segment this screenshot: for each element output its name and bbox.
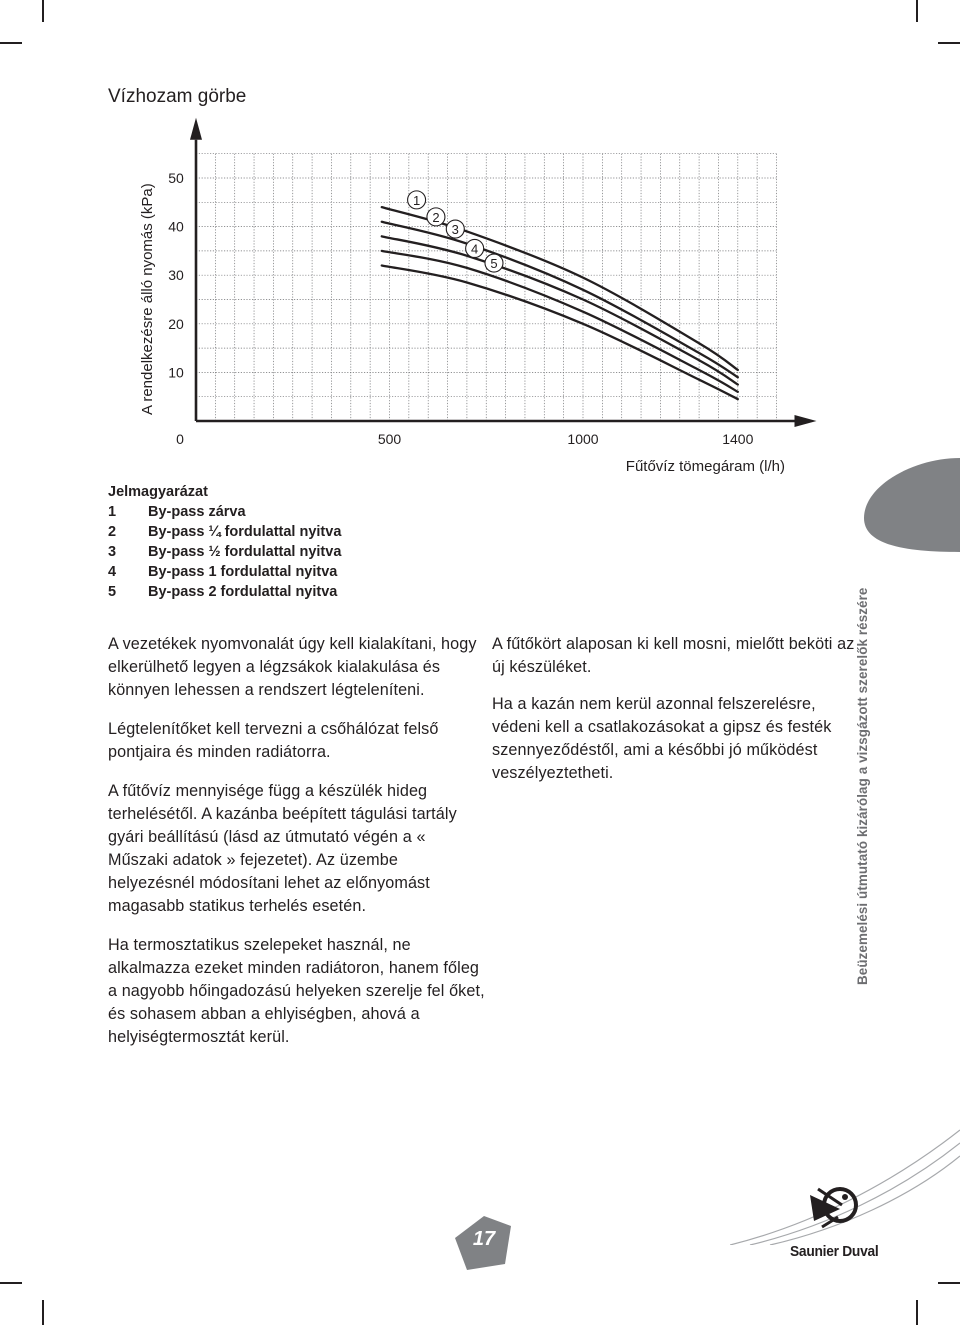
curve-4	[382, 251, 738, 392]
legend-item-number: 5	[108, 584, 117, 600]
legend-item-number: 4	[108, 564, 117, 580]
crop-mark	[42, 1300, 44, 1325]
y-axis-label: A rendelkezésre álló nyomás (kPa)	[139, 183, 156, 415]
chart-curves	[382, 207, 738, 399]
left-column-text	[108, 633, 488, 1065]
legend-item-label: By-pass zárva	[148, 504, 246, 520]
crop-mark	[938, 1282, 960, 1284]
legend-item-label: By-pass ¼ fordulattal nyitva	[148, 524, 342, 540]
curve-label-5	[485, 254, 503, 272]
legend-item-number: 1	[108, 504, 117, 520]
legend-item-number: 2	[108, 524, 117, 540]
legend-item-label: By-pass 1 fordulattal nyitva	[148, 564, 338, 580]
legend-item-label: By-pass 2 fordulattal nyitva	[148, 584, 338, 600]
paragraph: A vezetékek nyomvonalát úgy kell kialakítani, hogy elkerülhető legyen a légzsákok kialakulása és könnyen lehessen a rendszert légteleníteni.	[108, 635, 477, 699]
y-tick-label: 30	[168, 267, 184, 284]
flow-curve-chart	[0, 0, 960, 500]
paragraph: Ha termosztatikus szelepeket használ, ne alkalmazza ezeket minden radiátoron, hanem főleg a nagyobb hőingadozású helyeken szerelje fel őket, és sohasem abban a ehlyiségben, ahová a helyiségtermosztát kerül.	[108, 936, 485, 1046]
legend	[108, 482, 341, 602]
curve-5	[382, 265, 738, 399]
chart-axes	[190, 118, 817, 427]
curve-label-number: 2	[432, 209, 440, 225]
legend-item	[108, 542, 341, 562]
page-number: 17	[472, 1228, 496, 1250]
x-tick-label: 500	[377, 431, 402, 447]
brand-name: Saunier Duval	[790, 1243, 879, 1260]
legend-item	[108, 522, 341, 542]
curve-label-1	[408, 191, 426, 209]
paragraph: Légtelenítőket kell tervezni a csőhálózat felső pontjaira és minden radiátorra.	[108, 720, 439, 761]
y-axis-arrow	[190, 118, 202, 140]
curve-label-number: 3	[451, 222, 459, 238]
x-axis-label: Fűtővíz tömegáram (l/h)	[625, 458, 785, 475]
y-tick-label: 20	[168, 315, 184, 332]
legend-item	[108, 562, 341, 582]
curve-label-number: 1	[412, 192, 421, 208]
y-tick-label: 40	[168, 218, 184, 235]
x-tick-label: 0	[176, 431, 184, 447]
side-tab-text: Beüzemelési útmutató kizárólag a vizsgázott szerelők részére	[855, 587, 870, 985]
legend-title: Jelmagyarázat	[108, 484, 208, 500]
legend-item	[108, 502, 341, 522]
curve-label-4	[466, 239, 484, 257]
paragraph: Ha a kazán nem kerül azonnal felszerelésre, védeni kell a csatlakozásokat a gipsz és festék szennyeződéstől, ami a későbbi jó működést veszélyeztetheti.	[492, 695, 832, 782]
crop-mark	[916, 1300, 918, 1325]
right-column-text	[492, 633, 862, 801]
crop-mark	[0, 1282, 22, 1284]
paragraph: A fűtőkört alaposan ki kell mosni, mielőtt beköti az új készüléket.	[492, 635, 855, 676]
paragraph: A fűtővíz mennyisége függ a készülék hideg terhelésétől. A kazánba beépített tágulási tartály gyári beállítású (lásd az útmutató végén a « Műszaki adatok » fejezetet). Az üzembe helyezésnél módosítani lehet az előnyomást magasabb statikus terhelés esetén.	[108, 782, 457, 915]
saunier-duval-logo-icon	[790, 1175, 890, 1235]
x-axis-arrow	[795, 415, 817, 427]
legend-item-number: 3	[108, 544, 117, 560]
legend-item	[108, 582, 341, 602]
side-tab	[858, 456, 960, 1016]
y-tick-label: 10	[168, 364, 184, 381]
x-tick-label: 1400	[722, 431, 754, 447]
curve-label-number: 4	[471, 241, 479, 257]
chart-ticks	[168, 170, 753, 447]
chart-title: Vízhozam görbe	[108, 86, 247, 107]
x-tick-label: 1000	[567, 431, 599, 447]
curve-label-2	[427, 208, 445, 226]
y-tick-label: 50	[168, 170, 184, 186]
legend-item-label: By-pass ½ fordulattal nyitva	[148, 544, 342, 560]
curve-label-number: 5	[490, 256, 498, 272]
curve-label-3	[446, 220, 464, 238]
